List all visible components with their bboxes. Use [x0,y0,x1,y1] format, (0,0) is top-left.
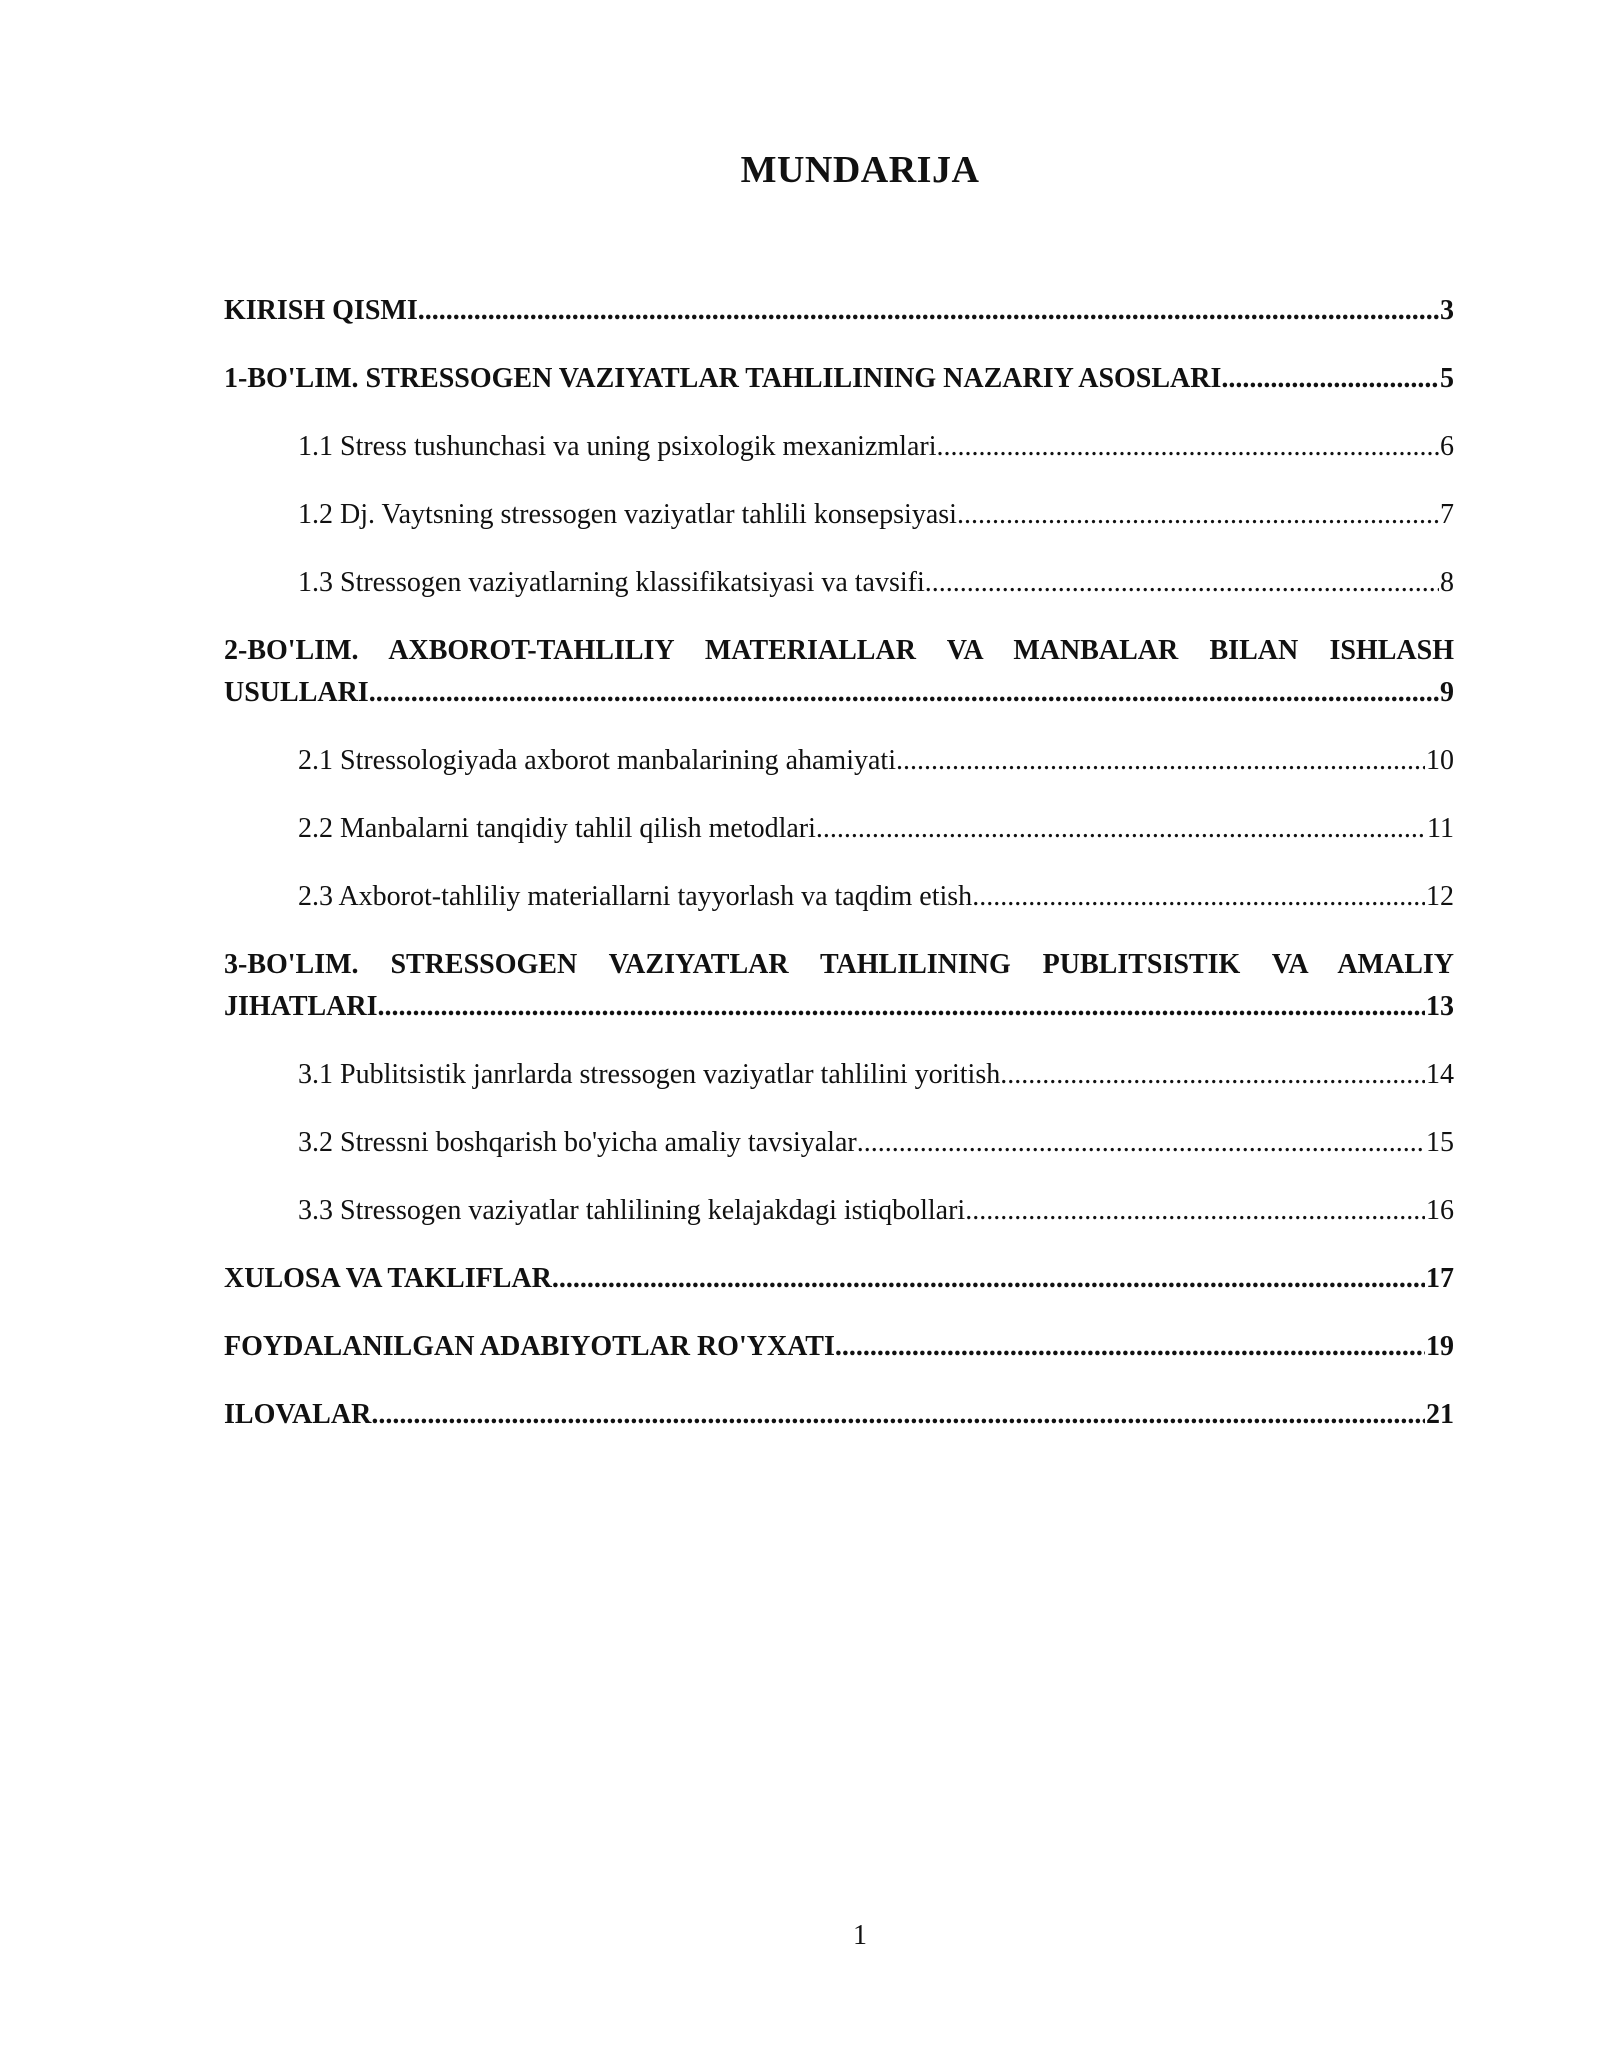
toc-entry-ilovalar[interactable] [224,1394,1454,1436]
dot-leader [378,986,1425,1028]
toc-entry-page: 11 [1427,813,1454,844]
toc-entry-section-1-3[interactable] [224,562,1454,604]
toc-entry-section-2-3[interactable] [224,876,1454,918]
toc-entry-label: FOYDALANILGAN ADABIYOTLAR RO'YXATI [224,1331,835,1362]
dot-leader [896,740,1425,782]
toc-entry-label-line-1: 2-BO'LIM. AXBOROT-TAHLILIY MATERIALLAR VA MANBALAR BILAN ISHLASH [224,635,1454,666]
toc-entry-page: 7 [1440,499,1454,530]
toc-entry-section-2-2[interactable] [224,808,1454,850]
toc-entry-label: 1.3 Stressogen vaziyatlarning klassifikatsiyasi va tavsifi [298,567,925,598]
toc-entry-section-1-2[interactable] [224,494,1454,536]
dot-leader [371,1394,1425,1436]
toc-entry-label: 1.2 Dj. Vaytsning stressogen vaziyatlar tahlili konsepsiyasi [298,499,957,530]
toc-entry-page: 6 [1440,431,1454,462]
toc-entry-label: 3.2 Stressni boshqarish bo'yicha amaliy tavsiyalar [298,1127,857,1158]
toc-entry-page: 10 [1426,745,1454,776]
dot-leader [816,808,1426,850]
dot-leader [1221,358,1439,400]
toc-entry-page: 9 [1440,677,1454,708]
dot-leader [418,290,1439,332]
toc-entry-chapter-1[interactable] [224,358,1454,400]
toc-entry-page: 12 [1426,881,1454,912]
page-title: MUNDARIJA [740,149,980,191]
toc-entry-page: 5 [1440,363,1454,394]
toc-entry-page: 14 [1426,1059,1454,1090]
toc-entry-label-line-1: 3-BO'LIM. STRESSOGEN VAZIYATLAR TAHLILINING PUBLITSISTIK VA AMALIY [224,949,1454,980]
dot-leader [957,494,1439,536]
toc-entry-label: KIRISH QISMI [224,295,418,326]
dot-leader [936,426,1439,468]
toc-entry-section-3-2[interactable] [224,1122,1454,1164]
toc-entry-label-line-2-row [224,986,1454,1028]
toc-entry-label-line-2: USULLARI [224,677,369,708]
table-of-contents [224,290,1454,1462]
dot-leader [972,876,1425,918]
toc-entry-label: 3.1 Publitsistik janrlarda stressogen vaziyatlar tahlilini yoritish [298,1059,1001,1090]
toc-entry-kirish[interactable] [224,290,1454,332]
toc-entry-xulosa[interactable] [224,1258,1454,1300]
toc-entry-adabiyotlar[interactable] [224,1326,1454,1368]
dot-leader [552,1258,1425,1300]
toc-entry-label: 2.3 Axborot-tahliliy materiallarni tayyorlash va taqdim etish [298,881,973,912]
toc-entry-section-1-1[interactable] [224,426,1454,468]
dot-leader [369,672,1439,714]
toc-entry-section-2-1[interactable] [224,740,1454,782]
dot-leader [925,562,1439,604]
toc-entry-label: XULOSA VA TAKLIFLAR [224,1263,552,1294]
toc-entry-label: 1.1 Stress tushunchasi va uning psixologik mexanizmlari [298,431,937,462]
toc-entry-chapter-2[interactable] [224,630,1454,714]
dot-leader [1000,1054,1425,1096]
page-number: 1 [853,1920,867,1951]
toc-entry-section-3-1[interactable] [224,1054,1454,1096]
toc-entry-page: 8 [1440,567,1454,598]
dot-leader [835,1326,1425,1368]
toc-entry-section-3-3[interactable] [224,1190,1454,1232]
toc-entry-page: 16 [1426,1195,1454,1226]
toc-entry-page: 19 [1426,1331,1454,1362]
toc-entry-page: 3 [1440,295,1454,326]
toc-entry-label-line-2: JIHATLARI [224,991,378,1022]
dot-leader [965,1190,1425,1232]
toc-entry-label: 2.2 Manbalarni tanqidiy tahlil qilish metodlari [298,813,816,844]
dot-leader [857,1122,1425,1164]
toc-entry-page: 21 [1426,1399,1454,1430]
toc-entry-label: 3.3 Stressogen vaziyatlar tahlilining kelajakdagi istiqbollari [298,1195,966,1226]
toc-entry-label: ILOVALAR [224,1399,372,1430]
toc-entry-page: 17 [1426,1263,1454,1294]
toc-entry-page: 13 [1426,991,1454,1022]
toc-entry-chapter-3[interactable] [224,944,1454,1028]
toc-entry-page: 15 [1426,1127,1454,1158]
toc-entry-label: 1-BO'LIM. STRESSOGEN VAZIYATLAR TAHLILINING NAZARIY ASOSLARI [224,363,1222,394]
toc-entry-label: 2.1 Stressologiyada axborot manbalarining ahamiyati [298,745,896,776]
toc-entry-label-line-2-row [224,672,1454,714]
